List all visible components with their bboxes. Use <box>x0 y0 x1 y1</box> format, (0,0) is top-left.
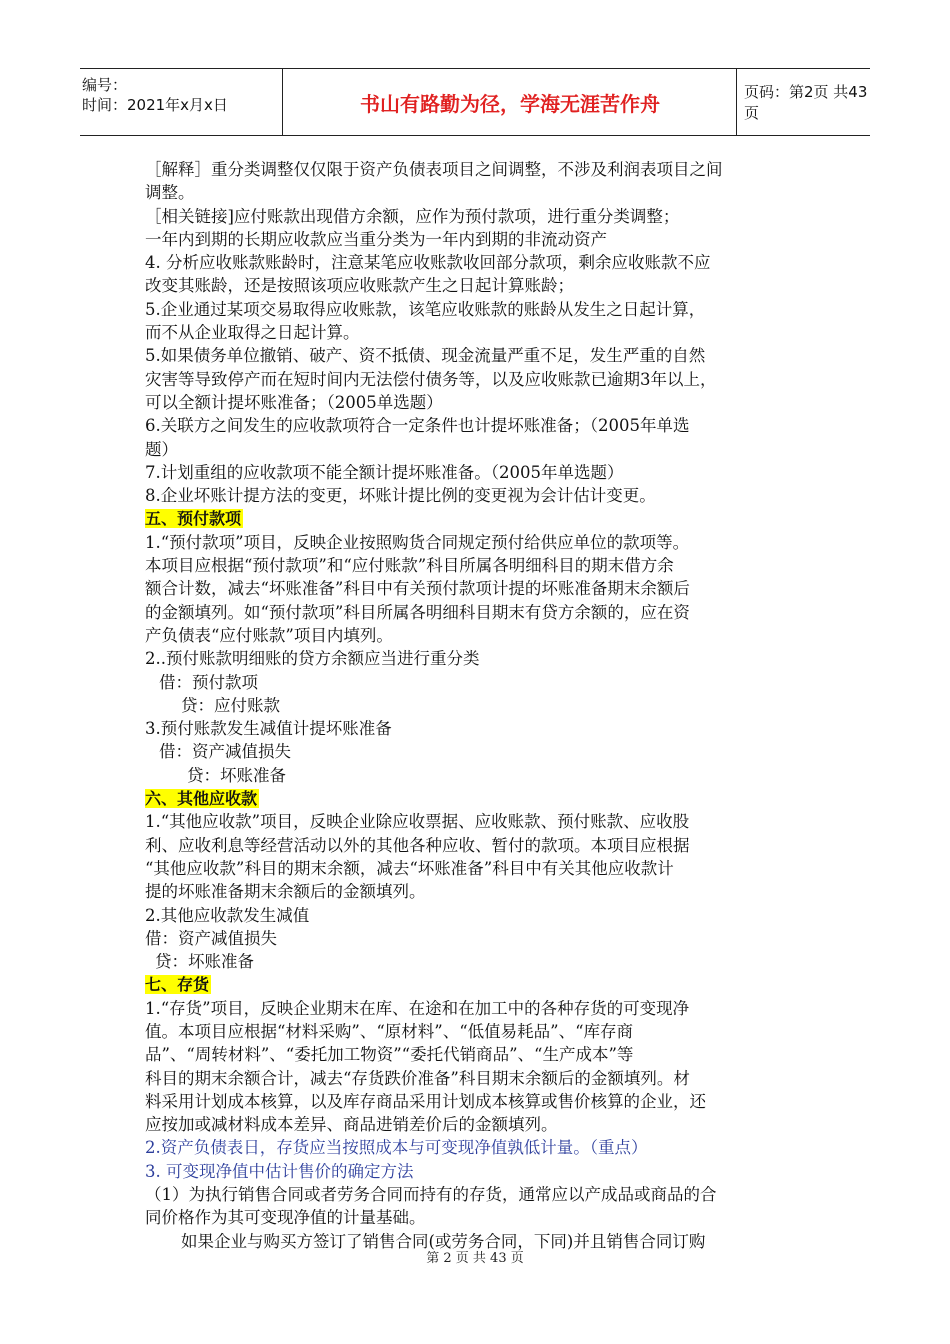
header-motto: 书山有路勤为径，学海无涯苦作舟 <box>360 91 660 116</box>
document-time-label: 时间：2021年x月x日 <box>82 96 228 114</box>
subheading-line: 3. 可变现净值中估计售价的确定方法 <box>145 1161 414 1181</box>
text-line: 5.如果债务单位撤销、破产、资不抵债、现金流量严重不足，发生严重的自然 <box>145 346 706 366</box>
text-line: 改变其账龄，还是按照该项应收账款产生之日起计算账龄； <box>145 276 574 296</box>
section-heading-line <box>145 507 810 530</box>
text-line: 题） <box>145 439 178 459</box>
text-line: 2..预付账款明细账的贷方余额应当进行重分类 <box>145 649 480 669</box>
journal-entry-debit: 借：预付款项 <box>159 672 258 692</box>
document-number-label: 编号： <box>82 76 128 94</box>
text-line: 1.“预付款项”项目，反映企业按照购货合同规定预付给供应单位的款项等。 <box>145 532 690 552</box>
text-line: 品”、“周转材料”、“委托加工物资”“委托代销商品”、“生产成本”等 <box>145 1045 634 1065</box>
text-line: 1.“存货”项目，反映企业期末在库、在途和在加工中的各种存货的可变现净 <box>145 998 690 1018</box>
text-line: 1.“其他应收款”项目，反映企业除应收票据、应收账款、预付账款、应收股 <box>145 812 690 832</box>
text-line: 如果企业与购买方签订了销售合同(或劳务合同，下同)并且销售合同订购 <box>181 1231 706 1251</box>
header-divider <box>282 69 283 135</box>
journal-entry-debit: 借：资产减值损失 <box>145 928 277 948</box>
text-line: 的金额填列。如“预付款项”科目所属各明细科目期末有贷方余额的，应在资 <box>145 602 690 622</box>
document-body <box>145 158 810 1253</box>
text-line: 2.其他应收款发生减值 <box>145 905 310 925</box>
journal-entry-credit: 贷：应付账款 <box>181 695 280 715</box>
text-line: 4. 分析应收账款账龄时，注意某笔应收账款收回部分款项，剩余应收账款不应 <box>145 253 711 273</box>
text-line: 同价格作为其可变现净值的计量基础。 <box>145 1208 426 1228</box>
text-line: 灾害等导致停产而在短时间内无法偿付债务等，以及应收账款已逾期3年以上， <box>145 369 717 389</box>
text-line: ［相关链接]应付账款出现借方余额，应作为预付款项，进行重分类调整； <box>145 206 680 226</box>
text-line: 7.计划重组的应收款项不能全额计提坏账准备。（2005年单选题） <box>145 462 624 482</box>
text-line: 科目的期末余额合计，减去“存货跌价准备”科目期末余额后的金额填列。材 <box>145 1068 690 1088</box>
section-heading-other-receivables: 六、其他应收款 <box>145 789 258 809</box>
journal-entry-debit: 借：资产减值损失 <box>159 742 291 762</box>
text-line: 提的坏账准备期末余额后的金额填列。 <box>145 882 426 902</box>
text-line: 可以全额计提坏账准备；（2005单选题） <box>145 392 443 412</box>
section-heading-inventory: 七、存货 <box>145 975 210 995</box>
text-line: 5.企业通过某项交易取得应收账款，该笔应收账款的账龄从发生之日起计算， <box>145 299 706 319</box>
header-page-info: 页码：第2页 共43页 <box>744 83 868 122</box>
text-line: 利、应收利息等经营活动以外的其他各种应收、暂付的款项。本项目应根据 <box>145 835 690 855</box>
section-heading-line <box>145 787 810 810</box>
text-line: ［解释］重分类调整仅仅限于资产负债表项目之间调整，不涉及利润表项目之间 <box>145 160 723 179</box>
text-line: 调整。 <box>145 183 195 203</box>
text-line: 额合计数，减去“坏账准备”科目中有关预付款项计提的坏账准备期末余额后 <box>145 579 690 599</box>
journal-entry-credit: 贷：坏账准备 <box>187 765 286 785</box>
text-line: 应按加或减材料成本差异、商品进销差价后的金额填列。 <box>145 1115 558 1135</box>
section-heading-prepayments: 五、预付款项 <box>145 509 242 529</box>
header-meta <box>82 75 282 115</box>
text-line: 产负债表“应付账款”项目内填列。 <box>145 625 393 645</box>
text-line: “其他应收款”科目的期末余额，减去“坏账准备”科目中有关其他应收款计 <box>145 858 674 878</box>
page-footer: 第 2 页 共 43 页 <box>426 1251 524 1266</box>
text-line: 本项目应根据“预付款项”和“应付账款”科目所属各明细科目的期末借方余 <box>145 556 674 576</box>
page-header <box>80 68 870 136</box>
text-line: 6.关联方之间发生的应收款项符合一定条件也计提坏账准备；（2005年单选 <box>145 416 690 436</box>
text-line: 8.企业坏账计提方法的变更，坏账计提比例的变更视为会计估计变更。 <box>145 486 656 506</box>
section-heading-line <box>145 973 810 996</box>
text-line: 料采用计划成本核算，以及库存商品采用计划成本核算或售价核算的企业，还 <box>145 1091 706 1111</box>
text-line: （1）为执行销售合同或者劳务合同而持有的存货，通常应以产成品或商品的合 <box>145 1185 717 1205</box>
text-line: 一年内到期的长期应收款应当重分类为一年内到期的非流动资产 <box>145 229 607 249</box>
text-line: 而不从企业取得之日起计算。 <box>145 323 360 343</box>
key-point-line: 2.资产负债表日，存货应当按照成本与可变现净值孰低计量。（重点） <box>145 1138 648 1158</box>
header-divider <box>736 69 737 135</box>
journal-entry-credit: 贷：坏账准备 <box>155 952 254 972</box>
text-line: 值。本项目应根据“材料采购”、“原材料”、“低值易耗品”、“库存商 <box>145 1021 634 1041</box>
text-line: 3.预付账款发生减值计提坏账准备 <box>145 719 392 739</box>
